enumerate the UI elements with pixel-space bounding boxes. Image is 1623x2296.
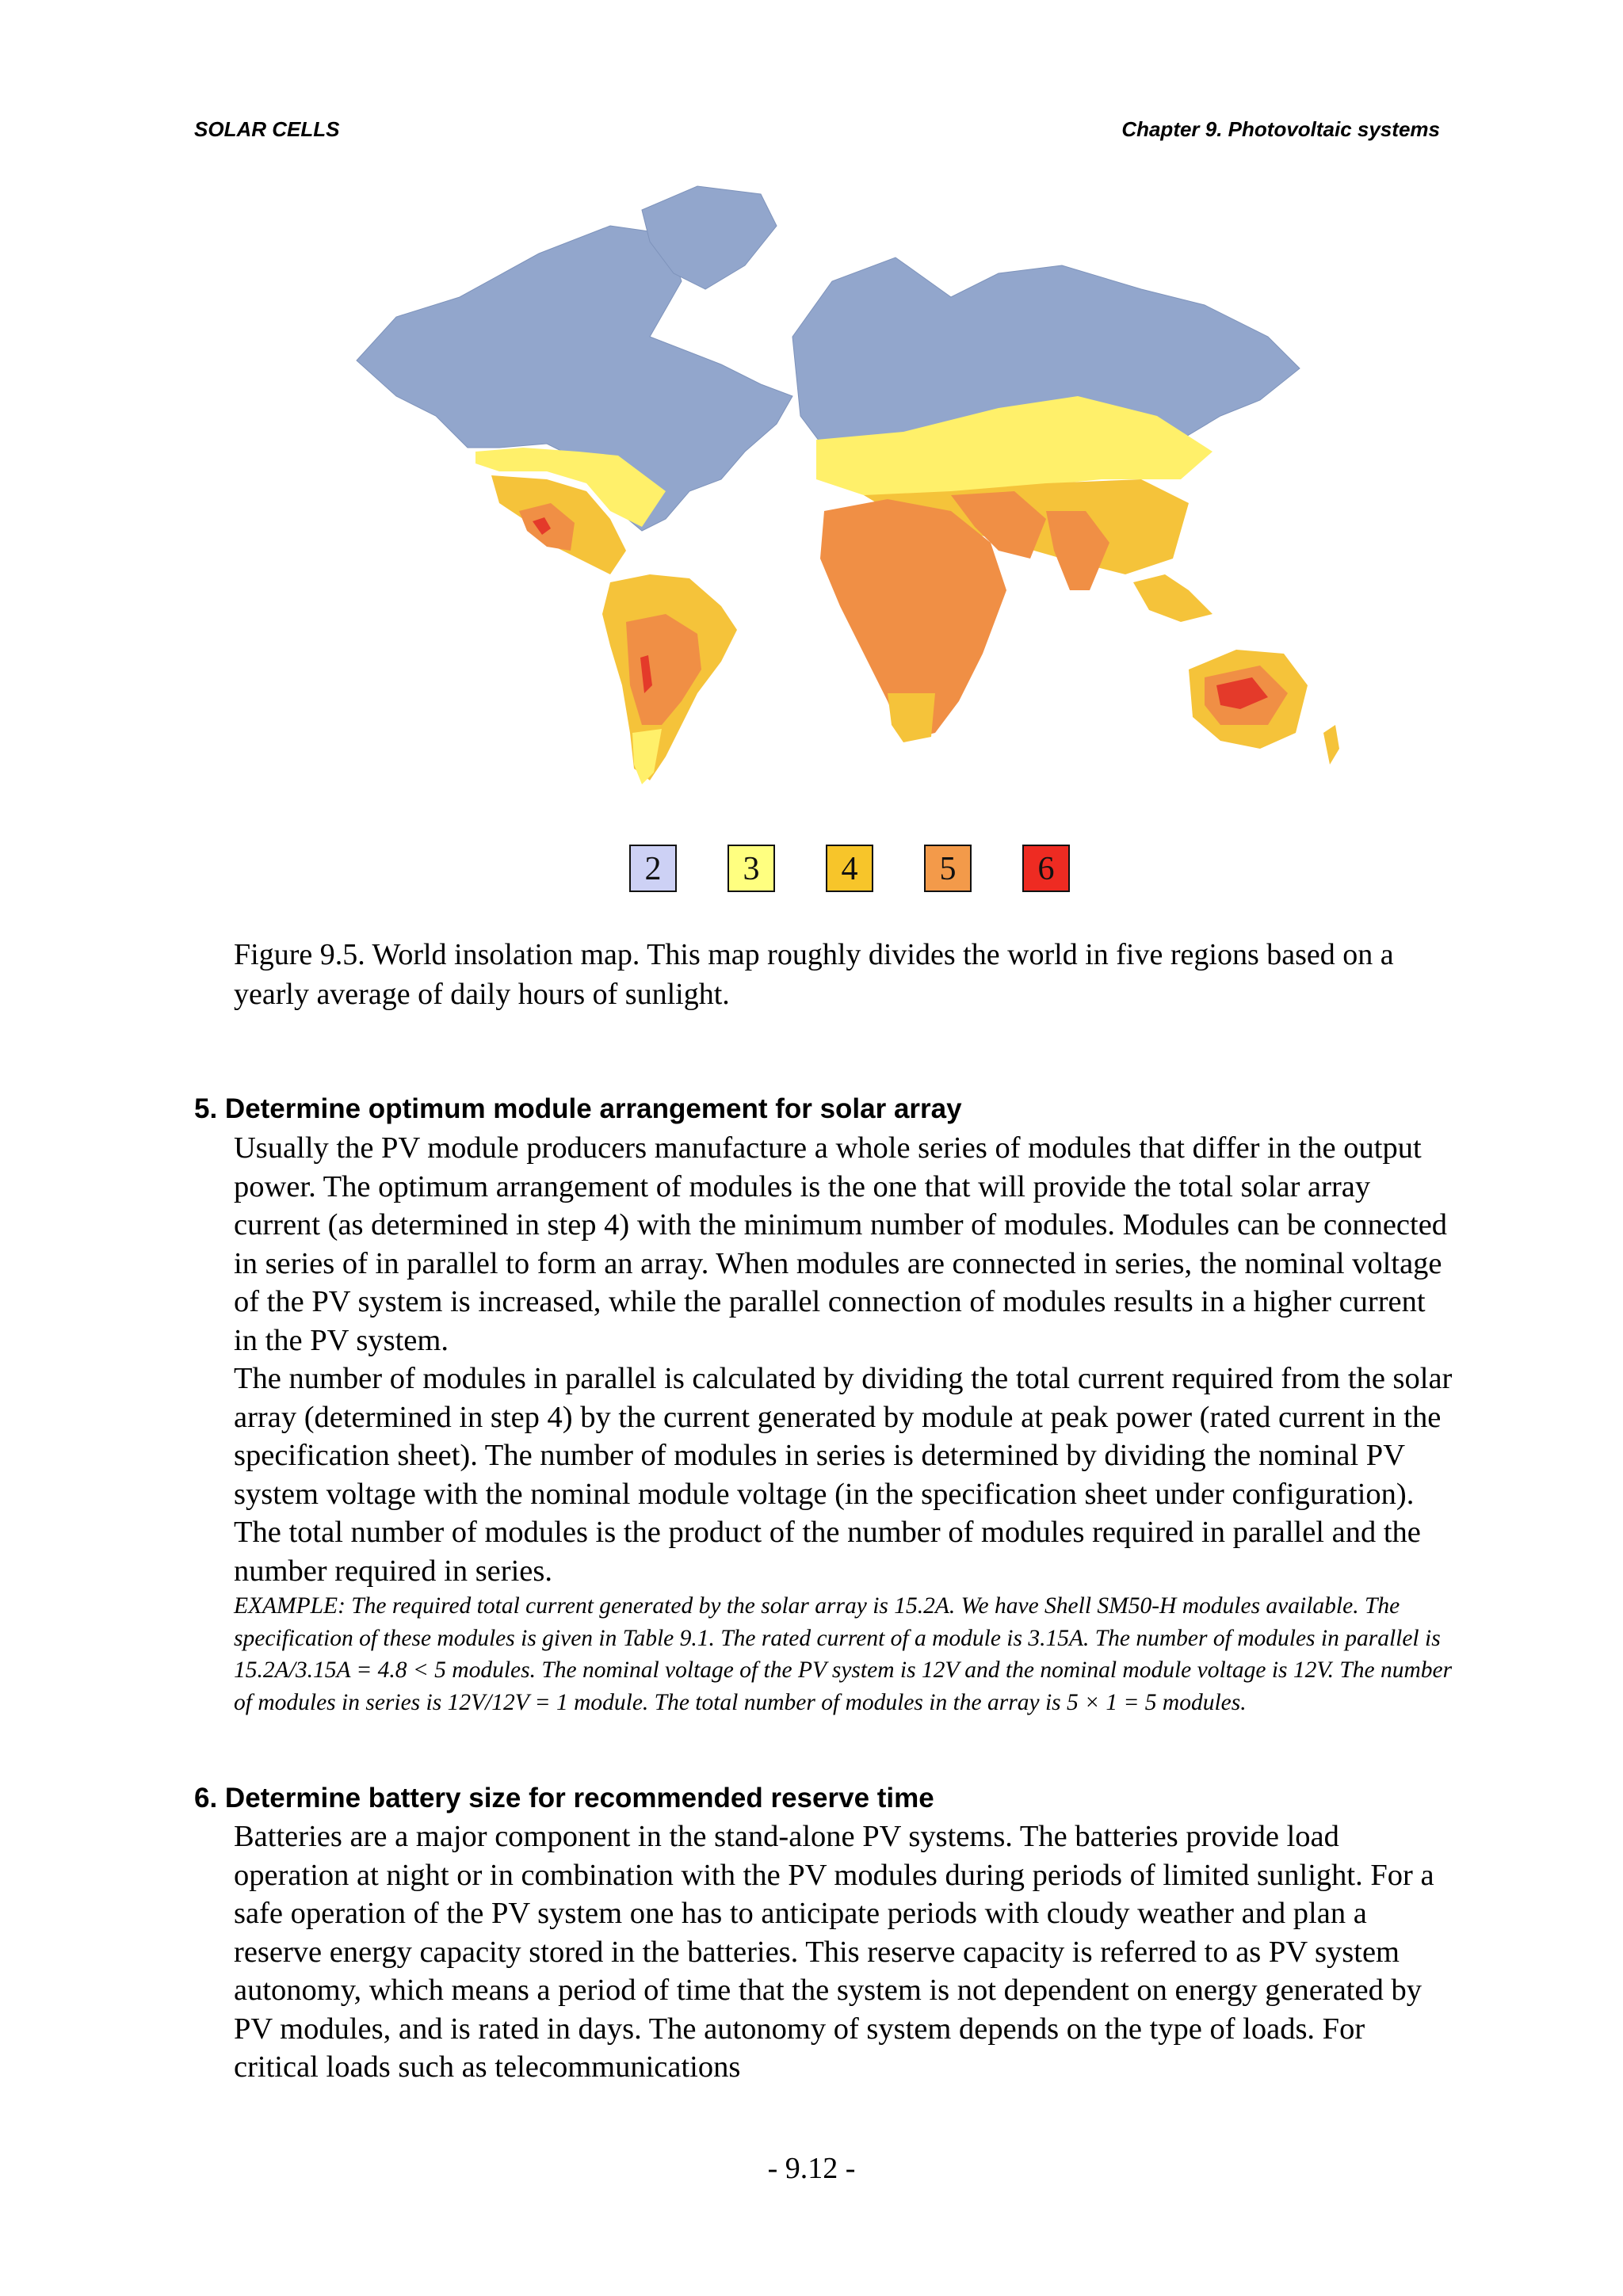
- new-zealand: [1323, 725, 1339, 765]
- world-insolation-map: [349, 178, 1355, 824]
- header-chapter-title: Chapter 9. Photovoltaic systems: [1121, 117, 1440, 141]
- africa-south-zone-4: [888, 693, 935, 742]
- legend-label-5: 5: [939, 851, 957, 887]
- figure-caption: Figure 9.5. World insolation map. This map roughly divides the world in five regions based on a yearly average of daily hours of sunlight.: [234, 938, 1394, 1011]
- legend-label-3: 3: [743, 851, 760, 887]
- legend-label-2: 2: [644, 851, 662, 887]
- header-book-title: SOLAR CELLS: [194, 117, 340, 141]
- legend-swatch-3: [727, 845, 775, 892]
- section-5-paragraph-2: The number of modules in parallel is calculated by dividing the total current required from the solar array (determined in step 4) by the current generated by module at peak power (rated current in the specification sheet). The number of modules in series is determined by dividing the nominal PV system voltage with the nominal module voltage (in the specification sheet under configuration). The total number of modules is the product of the number of modules required in parallel and the number required in series.: [234, 1362, 1453, 1588]
- south-america-zone-5: [626, 614, 701, 725]
- legend-label-6: 6: [1037, 851, 1055, 887]
- section-5-body: [234, 1129, 1454, 1718]
- legend-swatch-5: [924, 845, 972, 892]
- section-5-example: EXAMPLE: The required total current generated by the solar array is 15.2A. We have Shell SM50-H modules available. The specification of these modules is given in Table 9.1. The rated current of a module is 3.15A. The number of modules in parallel is 15.2A/3.15A = 4.8 < 5 modules. The nominal voltage of the PV system is 12V and the nominal module voltage is 12V. The number of modules in series is 12V/12V = 1 module. The total number of modules in the array is 5 × 1 = 5 modules.: [234, 1593, 1453, 1715]
- section-6-heading: 6. Determine battery size for recommended reserve time: [194, 1783, 934, 1814]
- page-number: - 9.12 -: [767, 2152, 856, 2185]
- running-head: [194, 117, 1440, 149]
- section-5-heading: 5. Determine optimum module arrangement for solar array: [194, 1093, 962, 1124]
- map-legend: [0, 845, 1623, 897]
- section-5-paragraph-1: Usually the PV module producers manufacture a whole series of modules that differ in the output power. The optimum arrangement of modules is the one that will provide the total solar array current (as determined in step 4) with the minimum number of modules. Modules can be connected in series of in parallel to form an array. When modules are connected in series, the nominal voltage of the PV system is increased, while the parallel connection of modules results in a higher current in the PV system.: [234, 1131, 1448, 1357]
- section-6-paragraph-1: Batteries are a major component in the stand-alone PV systems. The batteries provide load operation at night or in combination with the PV modules during periods of limited sunlight. For a safe operation of the PV system one has to anticipate periods with cloudy weather and plan a reserve energy capacity stored in the batteries. This reserve capacity is referred to as PV system autonomy, which means a period of time that the system is not dependent on energy generated by PV modules, and is rated in days. The autonomy of system depends on the type of loads. For critical loads such as telecommunications: [234, 1820, 1434, 2084]
- legend-swatch-2: [629, 845, 677, 892]
- section-6-body: [234, 1817, 1454, 2087]
- legend-swatch-6: [1022, 845, 1070, 892]
- southeast-asia: [1133, 574, 1212, 622]
- legend-swatch-4: [826, 845, 873, 892]
- legend-label-4: 4: [841, 851, 858, 887]
